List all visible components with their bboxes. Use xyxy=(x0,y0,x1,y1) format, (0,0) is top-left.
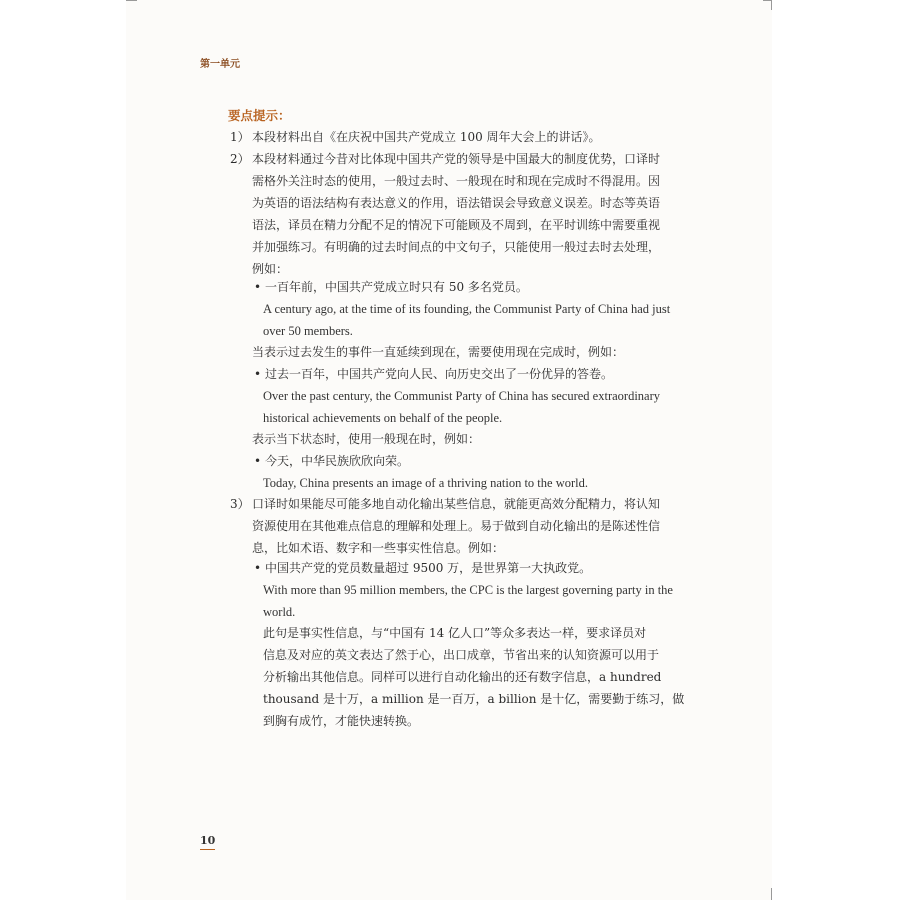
text-line: 到胸有成竹，才能快速转换。 xyxy=(263,714,420,728)
item-number: 3） xyxy=(230,497,250,511)
crop-mark xyxy=(771,0,772,10)
page-number: 10 xyxy=(200,834,215,850)
example-en xyxy=(263,579,673,623)
note-paragraph xyxy=(263,622,684,732)
example-en xyxy=(263,385,660,429)
text-line: 资源使用在其他难点信息的理解和处理上。易于做到自动化输出的是陈述性信 xyxy=(252,519,661,533)
text-line: Over the past century, the Communist Party of China has secured extraordinary xyxy=(263,389,660,403)
bullet: • xyxy=(254,561,262,575)
item-text xyxy=(252,148,660,280)
example-intro: 表示当下状态时，使用一般现在时，例如： xyxy=(252,432,481,446)
bullet: • xyxy=(254,367,262,381)
example-en xyxy=(263,472,588,494)
crop-mark xyxy=(126,0,137,1)
text-line: 分析输出其他信息。同样可以进行自动化输出的还有数字信息，a hundred xyxy=(263,670,662,684)
example-zh: 过去一百年，中国共产党向人民、向历史交出了一份优异的答卷。 xyxy=(265,367,614,381)
text-line: Today, China presents an image of a thriving nation to the world. xyxy=(263,476,588,490)
text-line: 语法，译员在精力分配不足的情况下可能顾及不周到，在平时训练中需要重视 xyxy=(252,218,661,232)
example-en xyxy=(263,298,670,342)
text-line: historical achievements on behalf of the people. xyxy=(263,411,503,425)
text-line: thousand 是十万，a million 是一百万，a billion 是十亿，需要勤于练习，做 xyxy=(263,692,685,706)
text-line: 例如： xyxy=(252,262,289,276)
text-line: world. xyxy=(263,605,296,619)
text-line: With more than 95 million members, the CPC is the largest governing party in the xyxy=(263,583,673,597)
bullet: • xyxy=(254,454,262,468)
text-line: over 50 members. xyxy=(263,324,353,338)
text-line: 此句是事实性信息，与“中国有 14 亿人口”等众多表达一样，要求译员对 xyxy=(263,626,647,640)
item-number: 1） xyxy=(230,130,250,144)
item-text xyxy=(252,126,601,148)
bullet: • xyxy=(254,280,262,294)
example-zh: 今天，中华民族欣欣向荣。 xyxy=(265,454,410,468)
text-line: 并加强练习。有明确的过去时间点的中文句子，只能使用一般过去时去处理， xyxy=(252,240,661,254)
text-line: 信息及对应的英文表达了然于心，出口成章，节省出来的认知资源可以用于 xyxy=(263,648,660,662)
item-number: 2） xyxy=(230,152,250,166)
text-line: 本段材料出自《在庆祝中国共产党成立 100 周年大会上的讲话》。 xyxy=(252,130,601,144)
example-intro: 当表示过去发生的事件一直延续到现在，需要使用现在完成时，例如： xyxy=(252,345,625,359)
unit-header: 第一单元 xyxy=(200,59,240,70)
example-zh: 中国共产党的党员数量超过 9500 万，是世界第一大执政党。 xyxy=(265,561,592,575)
text-line: 口译时如果能尽可能多地自动化输出某些信息，就能更高效分配精力，将认知 xyxy=(252,497,661,511)
text-line: 为英语的语法结构有表达意义的作用，语法错误会导致意义误差。时态等英语 xyxy=(252,196,661,210)
text-line: A century ago, at the time of its founding, the Communist Party of China had just xyxy=(263,302,671,316)
text-line: 本段材料通过今昔对比体现中国共产党的领导是中国最大的制度优势，口译时 xyxy=(252,152,661,166)
crop-mark xyxy=(771,888,772,900)
text-line: 需格外关注时态的使用，一般过去时、一般现在时和现在完成时不得混用。因 xyxy=(252,174,661,188)
example-zh: 一百年前，中国共产党成立时只有 50 多名党员。 xyxy=(265,280,528,294)
section-title: 要点提示： xyxy=(228,108,291,123)
text-line: 息，比如术语、数字和一些事实性信息。例如： xyxy=(252,541,505,555)
item-text xyxy=(252,493,660,559)
